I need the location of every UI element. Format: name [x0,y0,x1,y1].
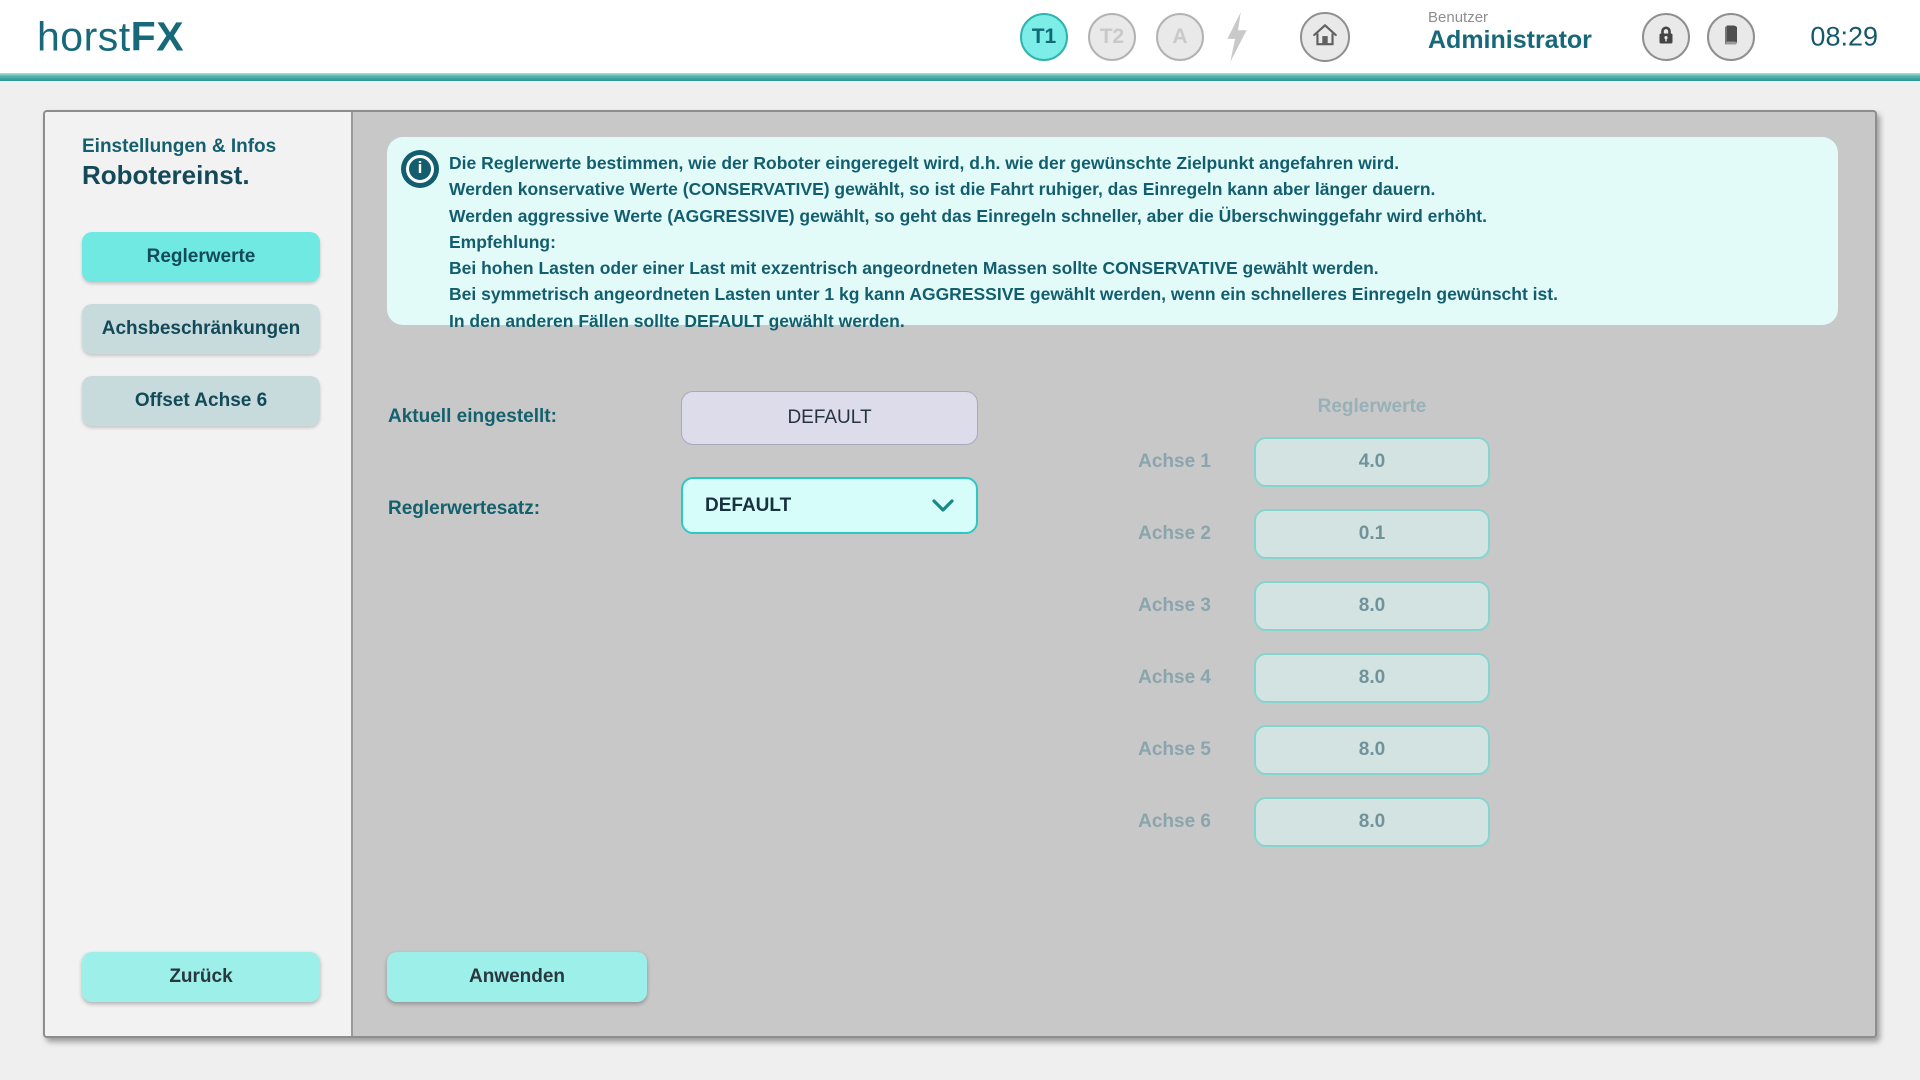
axis-3-value-field[interactable] [1254,581,1490,631]
chevron-down-icon [932,499,954,513]
info-line: Werden aggressive Werte (AGGRESSIVE) gewählt, so geht das Einregeln schneller, aber die Überschwinggefahr wird erhöht. [449,205,1487,226]
info-line: In den anderen Fällen sollte DEFAULT gewählt werden. [449,310,905,331]
sidebar-item-reglerwerte[interactable] [82,232,320,282]
header-accent-line [0,73,1920,81]
axis-1-value-field[interactable] [1254,437,1490,487]
axis-5-value-field[interactable] [1254,725,1490,775]
content-panel [43,110,1877,1038]
info-line: Die Reglerwerte bestimmen, wie der Roboter eingeregelt wird, d.h. wie der gewünschte Zielpunkt angefahren wird. [449,153,1400,173]
dropdown-selected-value: DEFAULT [705,494,792,516]
user-name: Administrator [1428,26,1592,55]
table-row [1053,653,1490,703]
axis-5-value: 8.0 [1358,739,1386,760]
info-box [387,137,1838,331]
info-line: Empfehlung: [449,231,556,252]
axis-3-value: 8.0 [1358,595,1386,616]
sidebar-item-label: Reglerwerte [146,246,256,267]
axis-1-value: 4.0 [1358,451,1386,472]
info-line: Bei hohen Lasten oder einer Last mit exzentrisch angeordneten Massen sollte CONSERVATIVE gewählt werden. [449,258,1379,279]
current-setting-label: Aktuell eingestellt: [388,406,557,427]
sidebar-item-offset-achse-6[interactable] [82,376,320,426]
apply-button-label: Anwenden [468,966,566,987]
lightning-icon [1218,12,1256,62]
home-button[interactable] [1300,12,1350,62]
sidebar [45,112,353,1036]
reglerwertesatz-label: Reglerwertesatz: [388,498,541,519]
reglerwertesatz-dropdown[interactable] [681,477,978,534]
app-logo [37,13,184,60]
manual-button[interactable] [1707,13,1755,61]
axis-6-label: Achse 6 [1138,811,1211,832]
main-content [353,112,1875,1036]
axis-2-label: Achse 2 [1138,523,1211,544]
info-text [449,150,1819,334]
axis-1-label: Achse 1 [1138,451,1211,472]
table-row [1053,581,1490,631]
back-button[interactable] [82,952,320,1002]
clock: 08:29 [1810,21,1878,51]
user-label: Benutzer [1428,9,1489,26]
sidebar-item-label: Achsbeschränkungen [101,318,301,339]
table-row [1053,509,1490,559]
back-button-label: Zurück [169,966,233,987]
axis-values-list [1053,437,1490,869]
sidebar-item-achsbeschraenkungen[interactable] [82,304,320,354]
axis-6-value-field[interactable] [1254,797,1490,847]
top-bar [0,0,1920,73]
axis-4-value-field[interactable] [1254,653,1490,703]
axis-2-value-field[interactable] [1254,509,1490,559]
mode-button-t2[interactable] [1088,13,1136,61]
values-column-header: Reglerwerte [1317,396,1427,417]
table-row [1053,725,1490,775]
current-setting-value [681,391,978,445]
lock-button[interactable] [1642,13,1690,61]
sidebar-section-title: Einstellungen & Infos [82,136,277,157]
info-line: Bei symmetrisch angeordneten Lasten unter 1 kg kann AGGRESSIVE gewählt werden, wenn ein schnelleres Einregeln gewünscht ist. [449,284,1558,305]
axis-5-label: Achse 5 [1138,739,1211,760]
axis-6-value: 8.0 [1358,811,1386,832]
apply-button[interactable] [387,952,647,1002]
axis-3-label: Achse 3 [1138,595,1211,616]
page-title: Robotereinst. [82,160,250,190]
table-row [1053,437,1490,487]
current-setting-text: DEFAULT [787,407,872,428]
book-icon [1719,23,1743,52]
axis-4-label: Achse 4 [1138,667,1211,688]
mode-button-t1[interactable] [1020,13,1068,61]
mode-button-a[interactable] [1156,13,1204,61]
home-icon [1311,21,1339,54]
user-info [1428,9,1592,55]
mode-t1-label: T1 [1031,25,1057,48]
axis-4-value: 8.0 [1358,667,1386,688]
mode-a-label: A [1172,25,1188,48]
info-line: Werden konservative Werte (CONSERVATIVE) gewählt, so ist die Fahrt ruhiger, das Einregeln kann aber länger dauern. [449,179,1436,200]
logo-text-light: horst [37,13,131,59]
lock-icon [1654,23,1678,52]
sidebar-item-label: Offset Achse 6 [134,390,268,411]
table-row [1053,797,1490,847]
mode-t2-label: T2 [1099,25,1125,48]
info-icon [401,150,439,188]
logo-text-bold: FX [130,13,185,59]
axis-2-value: 0.1 [1358,523,1386,544]
